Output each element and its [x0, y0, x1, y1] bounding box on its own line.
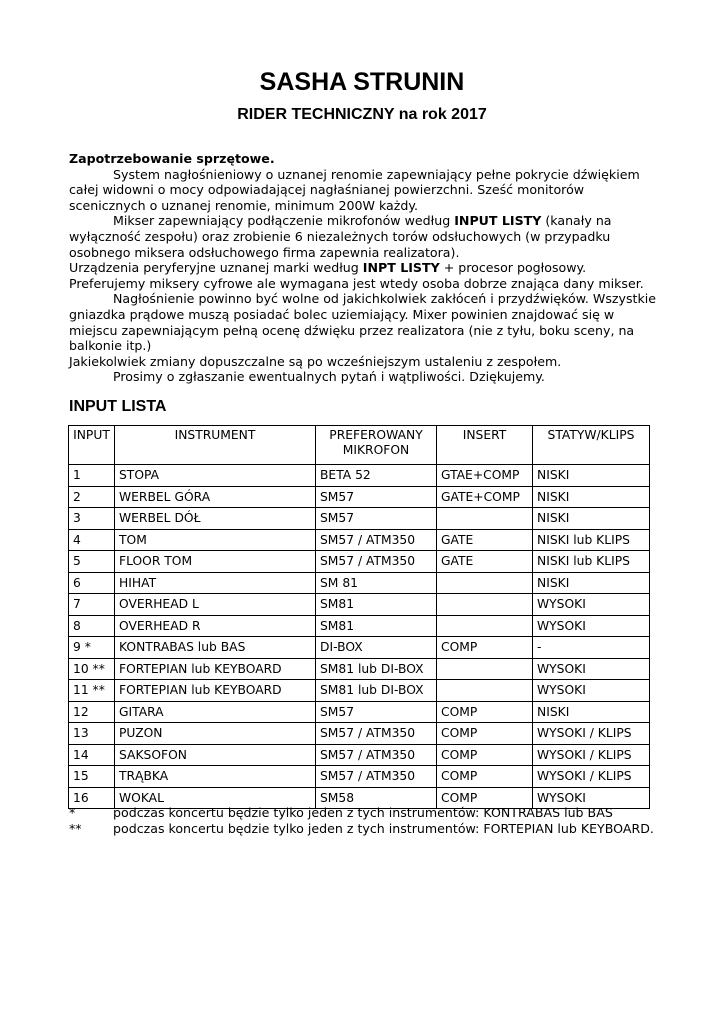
cell-microphone: SM81 [316, 615, 437, 637]
cell-stand: NISKI lub KLIPS [533, 551, 650, 573]
cell-input: 6 [69, 572, 115, 594]
cell-insert [437, 572, 533, 594]
table-row [69, 508, 650, 530]
cell-input: 5 [69, 551, 115, 573]
table-row [69, 572, 650, 594]
cell-stand: WYSOKI [533, 787, 650, 809]
cell-insert: GTAE+COMP [437, 465, 533, 487]
cell-instrument: STOPA [115, 465, 316, 487]
footnote-mark: ** [69, 820, 82, 836]
column-header-stand: STATYW/KLIPS [533, 426, 650, 465]
requirements-paragraph-questions: Prosimy o zgłaszanie ewentualnych pytań i wątpliwości. Dziękujemy. [113, 369, 545, 385]
peripherals-text-bold: INPT LISTY [362, 260, 440, 276]
cell-input: 7 [69, 594, 115, 616]
cell-stand: WYSOKI [533, 615, 650, 637]
table-row [69, 486, 650, 508]
table-header-row [69, 426, 650, 465]
cell-input: 15 [69, 766, 115, 788]
table-row [69, 680, 650, 702]
table-row [69, 723, 650, 745]
table-row [69, 551, 650, 573]
cell-instrument: WERBEL GÓRA [115, 486, 316, 508]
mixer-text-bold: INPUT LISTY [454, 213, 542, 229]
cell-microphone: SM81 lub DI-BOX [316, 658, 437, 680]
requirements-paragraph-sound-system: System nagłośnieniowy o uznanej renomie zapewniający pełne pokrycie dźwiękiem całej widowni o mocy odpowiadającej nagłaśnianej powierzchni. Sześć monitorów scenicznych o uznanej renomie, minimum 200W każdy. [69, 166, 640, 213]
table-row [69, 766, 650, 788]
document-subtitle: RIDER TECHNICZNY na rok 2017 [237, 106, 487, 123]
cell-stand: NISKI lub KLIPS [533, 529, 650, 551]
cell-insert [437, 615, 533, 637]
cell-stand: WYSOKI / KLIPS [533, 766, 650, 788]
requirements-paragraph-noise: Nagłośnienie powinno być wolne od jakichkolwiek zakłóceń i przydźwięków. Wszystkie gniazdka prądowe muszą posiadać bolec uziemiający. Mixer powinien znajdować się w miejscu zapewniającym pełną ocenę dźwięku przez realizatora (nie z tyłu, boku sceny, na balkonie itp.) [69, 291, 656, 354]
footnote-mark: * [69, 805, 76, 820]
cell-instrument: FORTEPIAN lub KEYBOARD [115, 680, 316, 702]
cell-microphone: BETA 52 [316, 465, 437, 487]
table-row [69, 594, 650, 616]
requirements-heading: Zapotrzebowanie sprzętowe. [69, 151, 275, 166]
cell-stand: WYSOKI [533, 658, 650, 680]
cell-insert [437, 594, 533, 616]
input-list-table [68, 425, 650, 809]
cell-instrument: FORTEPIAN lub KEYBOARD [115, 658, 316, 680]
requirements-paragraph-mixer [69, 213, 659, 260]
cell-insert [437, 508, 533, 530]
cell-insert [437, 680, 533, 702]
cell-input: 4 [69, 529, 115, 551]
table-row [69, 529, 650, 551]
cell-instrument: WERBEL DÓŁ [115, 508, 316, 530]
cell-instrument: TOM [115, 529, 316, 551]
cell-insert [437, 658, 533, 680]
cell-insert: GATE [437, 529, 533, 551]
requirements-paragraph-digital-mixers: Preferujemy miksery cyfrowe ale wymagana jest wtedy osoba dobrze znająca dany mikser. [69, 275, 644, 291]
input-list-heading: INPUT LISTA [69, 398, 167, 415]
footnotes [69, 805, 654, 836]
footnote-text: podczas koncertu będzie tylko jeden z tych instrumentów: KONTRABAS lub BAS [113, 805, 613, 820]
cell-stand: WYSOKI / KLIPS [533, 723, 650, 745]
cell-instrument: OVERHEAD R [115, 615, 316, 637]
cell-instrument: HIHAT [115, 572, 316, 594]
cell-input: 16 [69, 787, 115, 809]
cell-microphone: SM57 / ATM350 [316, 529, 437, 551]
cell-stand: - [533, 637, 650, 659]
table-row [69, 465, 650, 487]
cell-instrument: GITARA [115, 701, 316, 723]
cell-microphone: SM81 [316, 594, 437, 616]
cell-insert: COMP [437, 637, 533, 659]
cell-instrument: PUZON [115, 723, 316, 745]
cell-input: 8 [69, 615, 115, 637]
cell-input: 1 [69, 465, 115, 487]
cell-input: 2 [69, 486, 115, 508]
cell-microphone: SM57 / ATM350 [316, 723, 437, 745]
cell-stand: WYSOKI [533, 680, 650, 702]
cell-microphone: SM58 [316, 787, 437, 809]
cell-insert: COMP [437, 701, 533, 723]
cell-stand: WYSOKI [533, 594, 650, 616]
footnote [69, 821, 654, 837]
cell-insert: COMP [437, 744, 533, 766]
cell-instrument: OVERHEAD L [115, 594, 316, 616]
cell-microphone: SM 81 [316, 572, 437, 594]
cell-microphone: DI-BOX [316, 637, 437, 659]
cell-insert: COMP [437, 766, 533, 788]
requirements-paragraph-peripherals [69, 260, 659, 276]
cell-stand: NISKI [533, 701, 650, 723]
table-row [69, 701, 650, 723]
cell-input: 14 [69, 744, 115, 766]
cell-insert: COMP [437, 723, 533, 745]
cell-insert: GATE [437, 551, 533, 573]
cell-microphone: SM57 [316, 508, 437, 530]
column-header-insert: INSERT [437, 426, 533, 465]
footnote [69, 805, 654, 821]
cell-instrument: TRĄBKA [115, 766, 316, 788]
cell-microphone: SM81 lub DI-BOX [316, 680, 437, 702]
cell-stand: NISKI [533, 465, 650, 487]
cell-stand: NISKI [533, 486, 650, 508]
cell-instrument: WOKAL [115, 787, 316, 809]
table-row [69, 658, 650, 680]
cell-stand: NISKI [533, 572, 650, 594]
column-header-input: INPUT [69, 426, 115, 465]
cell-insert: COMP [437, 787, 533, 809]
cell-input: 10 ** [69, 658, 115, 680]
table-row [69, 637, 650, 659]
cell-instrument: FLOOR TOM [115, 551, 316, 573]
document-title: SASHA STRUNIN [259, 68, 465, 96]
cell-instrument: KONTRABAS lub BAS [115, 637, 316, 659]
cell-input: 3 [69, 508, 115, 530]
cell-insert: GATE+COMP [437, 486, 533, 508]
cell-microphone: SM57 [316, 701, 437, 723]
table-row [69, 744, 650, 766]
requirements-paragraph-changes: Jakiekolwiek zmiany dopuszczalne są po wcześniejszym ustaleniu z zespołem. [69, 353, 562, 369]
cell-stand: WYSOKI / KLIPS [533, 744, 650, 766]
cell-input: 11 ** [69, 680, 115, 702]
column-header-microphone: PREFEROWANY MIKROFON [316, 426, 437, 465]
cell-input: 9 * [69, 637, 115, 659]
column-header-instrument: INSTRUMENT [115, 426, 316, 465]
cell-microphone: SM57 / ATM350 [316, 744, 437, 766]
peripherals-text-end: + procesor pogłosowy. [439, 260, 587, 276]
cell-instrument: SAKSOFON [115, 744, 316, 766]
cell-microphone: SM57 [316, 486, 437, 508]
cell-stand: NISKI [533, 508, 650, 530]
mixer-text-start: Mikser zapewniający podłączenie mikrofonów według [113, 213, 455, 229]
cell-microphone: SM57 / ATM350 [316, 766, 437, 788]
table-row [69, 615, 650, 637]
cell-microphone: SM57 / ATM350 [316, 551, 437, 573]
requirements-section [69, 151, 659, 385]
mixer-text-end: (kanały na wyłączność zespołu) oraz zrobienie 6 niezależnych torów odsłuchowych (w przypadku osobnego miksera odsłuchowego firma zapewnia realizatora). [69, 213, 612, 260]
peripherals-text-start: Urządzenia peryferyjne uznanej marki według [69, 260, 363, 276]
footnote-text: podczas koncertu będzie tylko jeden z tych instrumentów: FORTEPIAN lub KEYBOARD. [113, 820, 654, 836]
cell-input: 12 [69, 701, 115, 723]
cell-input: 13 [69, 723, 115, 745]
